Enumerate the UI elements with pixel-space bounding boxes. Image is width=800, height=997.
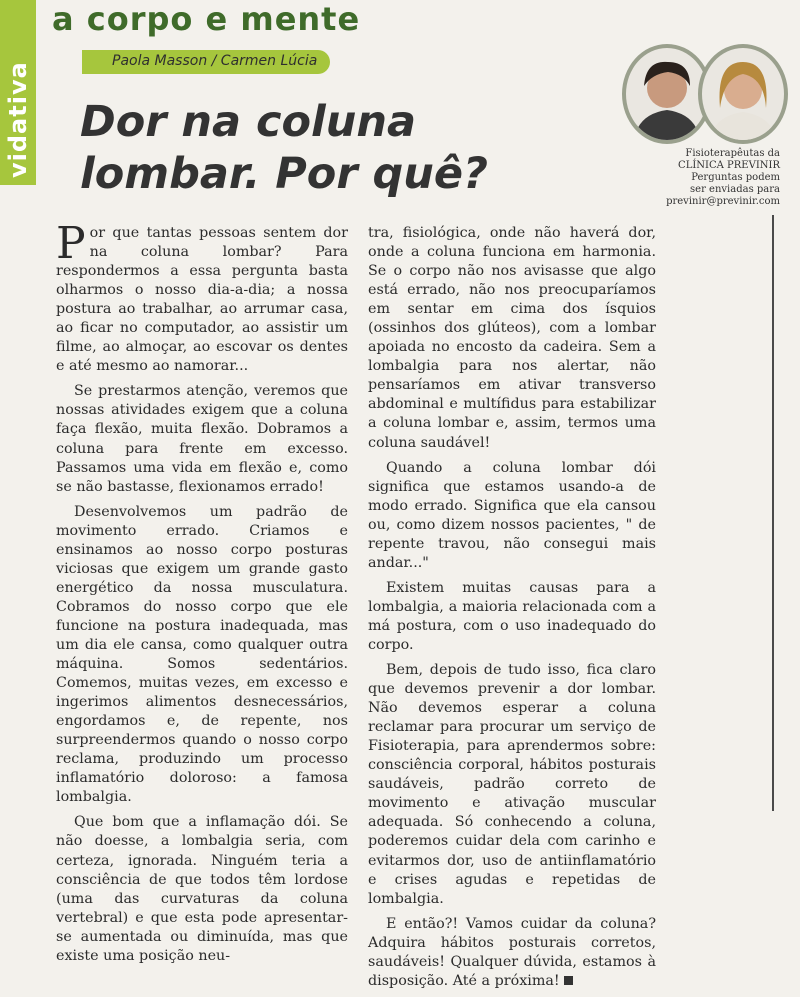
article-column-right bbox=[368, 224, 656, 997]
credit-line-1: Fisioterapêutas da bbox=[685, 148, 780, 159]
headline-line-2: lombar. Por quê? bbox=[80, 149, 488, 199]
paragraph: Se prestarmos atenção, veremos que nossas atividades exigem que a coluna faça flexão, muita flexão. Dobramos a coluna para frente em excesso. Passamos uma vida em flexão e, como se não bastasse, flexionamos errado! bbox=[56, 383, 348, 495]
author-photo-2 bbox=[698, 44, 788, 144]
column-rule bbox=[772, 215, 774, 811]
paragraph: Desenvolvemos um padrão de movimento errado. Criamos e ensinamos ao nosso corpo posturas viciosas que exigem um grande gasto energético da nossa musculatura. Cobramos do nosso corpo que ele funcione na postura inadequada, mas um dia ele cansa, como qualquer outra máquina. Somos sedentários. Comemos, muitas vezes, em excesso e ingerimos alimentos desnecessários, engordamos e, de repente, nos surpreendermos quando o nosso corpo reclama, produzindo um processo inflamatório doloroso: a famosa lombalgia. bbox=[56, 503, 348, 806]
paragraph: E então?! Vamos cuidar da coluna?Adquira hábitos posturais corretos, saudáveis! Qualquer dúvida, estamos à disposição. Até a próxima! bbox=[368, 915, 656, 989]
paragraph: Quando a coluna lombar dói significa que estamos usando-a de modo errado. Significa que ela cansou ou, como dizem nossos pacientes, " de repente travou, não consegui mais andar..." bbox=[368, 459, 656, 571]
paragraph: Existem muitas causas para a lombalgia, a maioria relacionada com a má postura, com o uso inadequado do corpo. bbox=[368, 579, 656, 653]
credit-line-2: CLÍNICA PREVINIR bbox=[678, 160, 780, 171]
side-tab bbox=[0, 0, 36, 185]
author-photos bbox=[622, 44, 782, 138]
end-mark-icon bbox=[564, 976, 573, 985]
drop-cap: P bbox=[56, 218, 86, 269]
paragraph: Que bom que a inflamação dói. Se não doesse, a lombalgia seria, com certeza, ignorada. Ninguém teria a consciência de que todos têm lordose (uma das curvaturas da coluna vertebral) e que esta pode apresentar-se aumentada ou diminuída, mas que existe uma posição neu- bbox=[56, 814, 348, 964]
section-title: a corpo e mente bbox=[52, 0, 361, 38]
article-column-left bbox=[56, 218, 348, 972]
credit-email: previnir@previnir.com bbox=[666, 196, 780, 207]
side-tab-label: vidativa bbox=[4, 61, 32, 178]
credit-line-3: Perguntas podem bbox=[691, 172, 780, 183]
credit-line-4: ser enviadas para bbox=[690, 184, 780, 195]
headline bbox=[80, 96, 488, 200]
author-names: Paola Masson / Carmen Lúcia bbox=[112, 53, 318, 69]
paragraph: Por que tantas pessoas sentem dor na coluna lombar? Para respondermos a essa pergunta basta olharmos o nosso dia-a-dia; a nossa postura ao trabalhar, ao arrumar casa, ao ficar no computador, ao assistir um filme, ao almoçar, ao escovar os dentes e até mesmo ao namorar... bbox=[56, 218, 348, 375]
headline-line-1: Dor na coluna bbox=[80, 97, 417, 147]
paragraph: Bem, depois de tudo isso, fica claro que devemos prevenir a dor lombar. Não devemos esperar a coluna reclamar para procurar um serviço de Fisioterapia, para aprendermos sobre: consciência corporal, hábitos posturais saudáveis, padrão correto de movimento e ativação muscular adequada. Só conhecendo a coluna, poderemos cuidar dela com carinho e evitarmos dor, uso de antiinflamatório e crises agudas e repetidas de lombalgia. bbox=[368, 662, 656, 907]
author-credit bbox=[640, 148, 780, 208]
paragraph: tra, fisiológica, onde não haverá dor, onde a coluna funciona em harmonia. Se o corpo não nos avisasse que algo está errado, não nos preocuparíamos em sentar em cima dos ísquios (ossinhos dos glúteos), com a lombar apoiada no encosto da cadeira. Sem a lombalgia para nos alertar, não pensaríamos em ativar transverso abdominal e multífidus para estabilizar a coluna lombar e, assim, termos uma coluna saudável! bbox=[368, 225, 656, 451]
